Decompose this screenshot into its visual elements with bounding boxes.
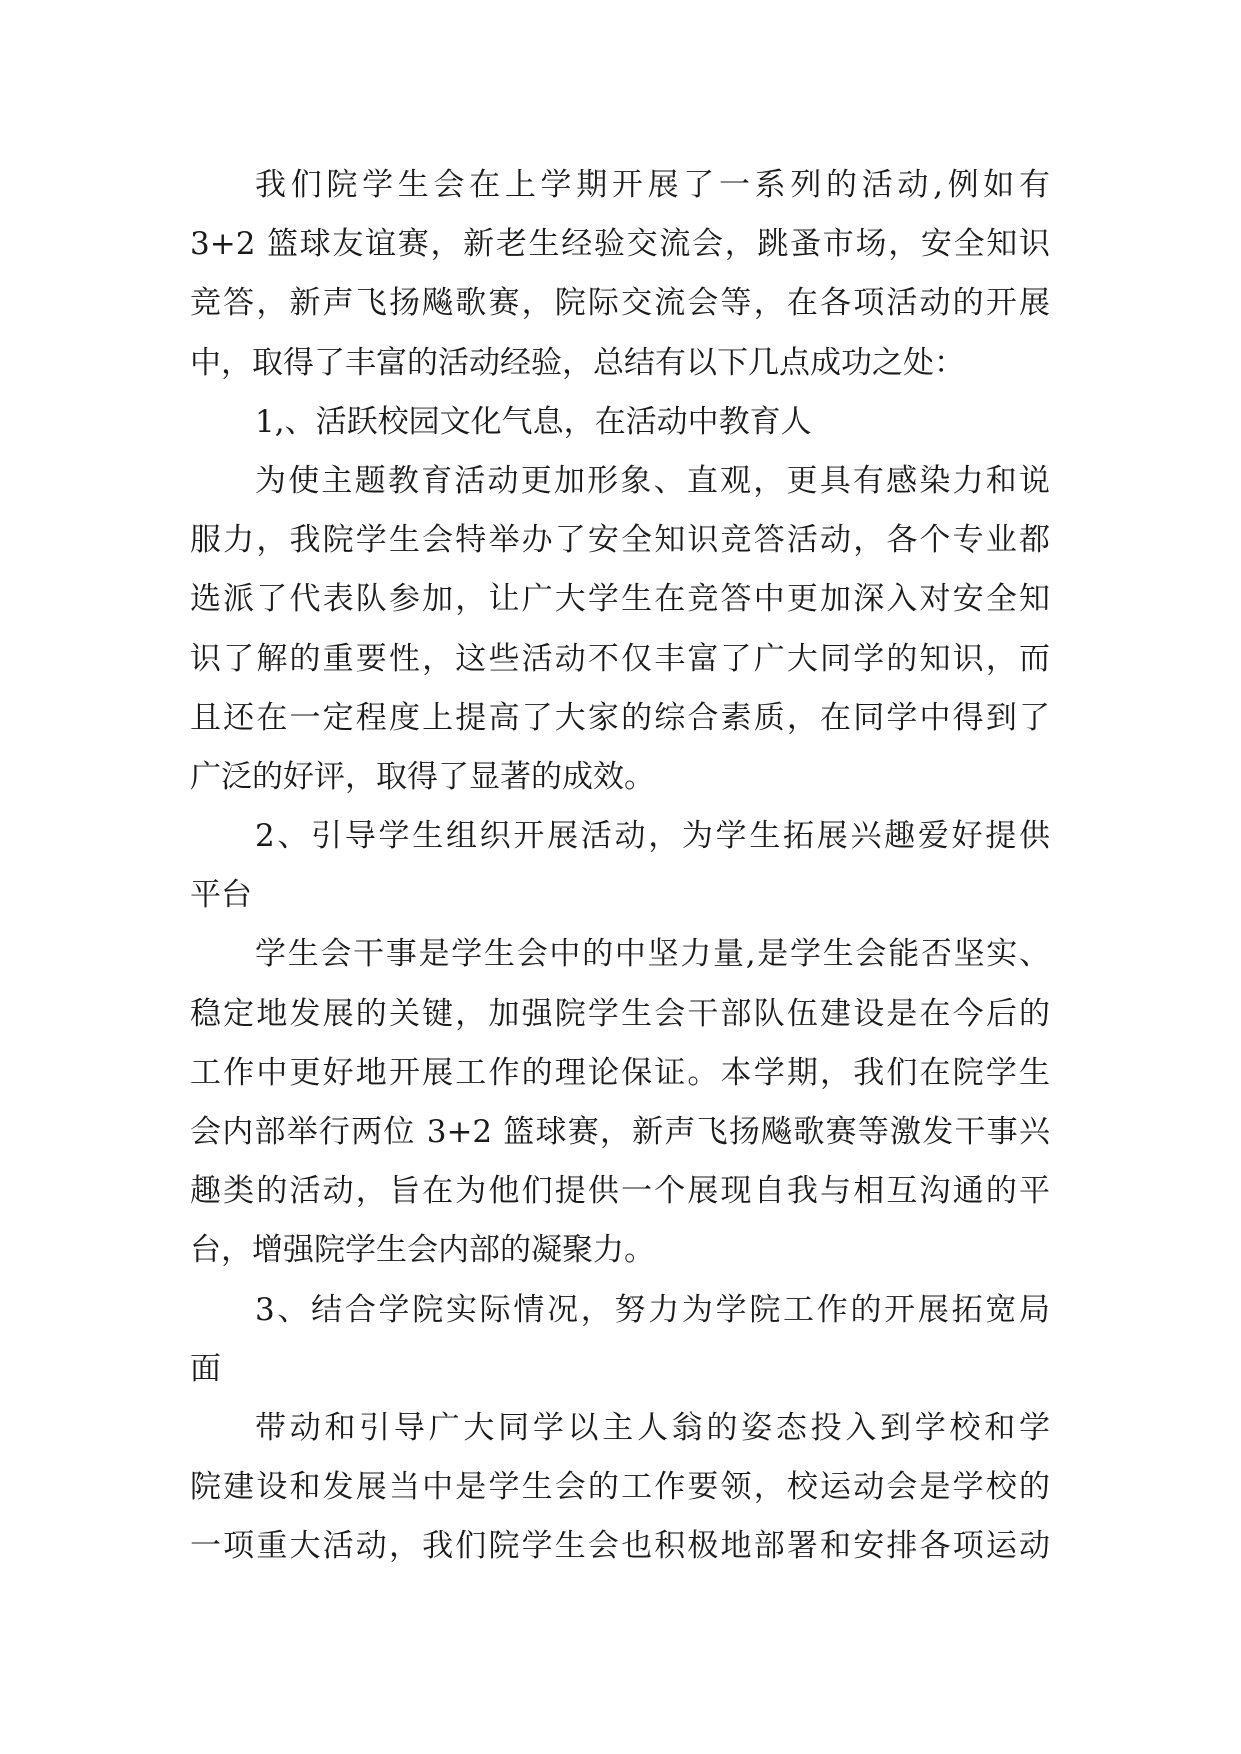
paragraph-line: 工作中更好地开展工作的理论保证。本学期，我们在院学生 bbox=[190, 1054, 1050, 1091]
paragraph-line: 为使主题教育活动更加形象、直观，更具有感染力和说 bbox=[255, 462, 1050, 499]
section-heading: 面 bbox=[190, 1350, 221, 1387]
paragraph-line: 带动和引导广大同学以主人翁的姿态投入到学校和学 bbox=[255, 1409, 1050, 1446]
section-heading: 1,、活跃校园文化气息，在活动中教育人 bbox=[255, 403, 812, 440]
paragraph-line: 中，取得了丰富的活动经验，总结有以下几点成功之处： bbox=[190, 344, 965, 381]
paragraph-line: 学生会干事是学生会中的中坚力量,是学生会能否坚实、 bbox=[255, 936, 1050, 973]
paragraph-line: 选派了代表队参加，让广大学生在竞答中更加深入对安全知 bbox=[190, 581, 1050, 618]
paragraph-line: 院建设和发展当中是学生会的工作要领，校运动会是学校的 bbox=[190, 1469, 1050, 1506]
section-heading: 3、结合学院实际情况，努力为学院工作的开展拓宽局 bbox=[255, 1291, 1050, 1328]
paragraph-line: 3+2 篮球友谊赛，新老生经验交流会，跳蚤市场，安全知识 bbox=[190, 226, 1050, 263]
paragraph-line: 趣类的活动，旨在为他们提供一个展现自我与相互沟通的平 bbox=[190, 1173, 1050, 1210]
paragraph-line: 稳定地发展的关键，加强院学生会干部队伍建设是在今后的 bbox=[190, 995, 1050, 1032]
paragraph-line: 识了解的重要性，这些活动不仅丰富了广大同学的知识，而 bbox=[190, 640, 1050, 677]
paragraph-line: 广泛的好评，取得了显著的成效。 bbox=[190, 758, 655, 795]
paragraph-line: 我们院学生会在上学期开展了一系列的活动,例如有 bbox=[255, 167, 1050, 203]
paragraph-line: 台，增强院学生会内部的凝聚力。 bbox=[190, 1232, 655, 1269]
section-heading: 2、引导学生组织开展活动，为学生拓展兴趣爱好提供 bbox=[255, 818, 1050, 855]
section-heading: 平台 bbox=[190, 877, 252, 914]
paragraph-line: 会内部举行两位 3+2 篮球赛，新声飞扬飚歌赛等激发干事兴 bbox=[190, 1114, 1050, 1150]
paragraph-line: 服力，我院学生会特举办了安全知识竞答活动，各个专业都 bbox=[190, 522, 1050, 559]
document-body bbox=[190, 156, 1050, 1577]
paragraph-line: 一项重大活动，我们院学生会也积极地部署和安排各项运动 bbox=[190, 1528, 1050, 1565]
paragraph-line: 且还在一定程度上提高了大家的综合素质，在同学中得到了 bbox=[190, 699, 1050, 736]
paragraph-line: 竞答，新声飞扬飚歌赛，院际交流会等，在各项活动的开展 bbox=[190, 285, 1050, 322]
